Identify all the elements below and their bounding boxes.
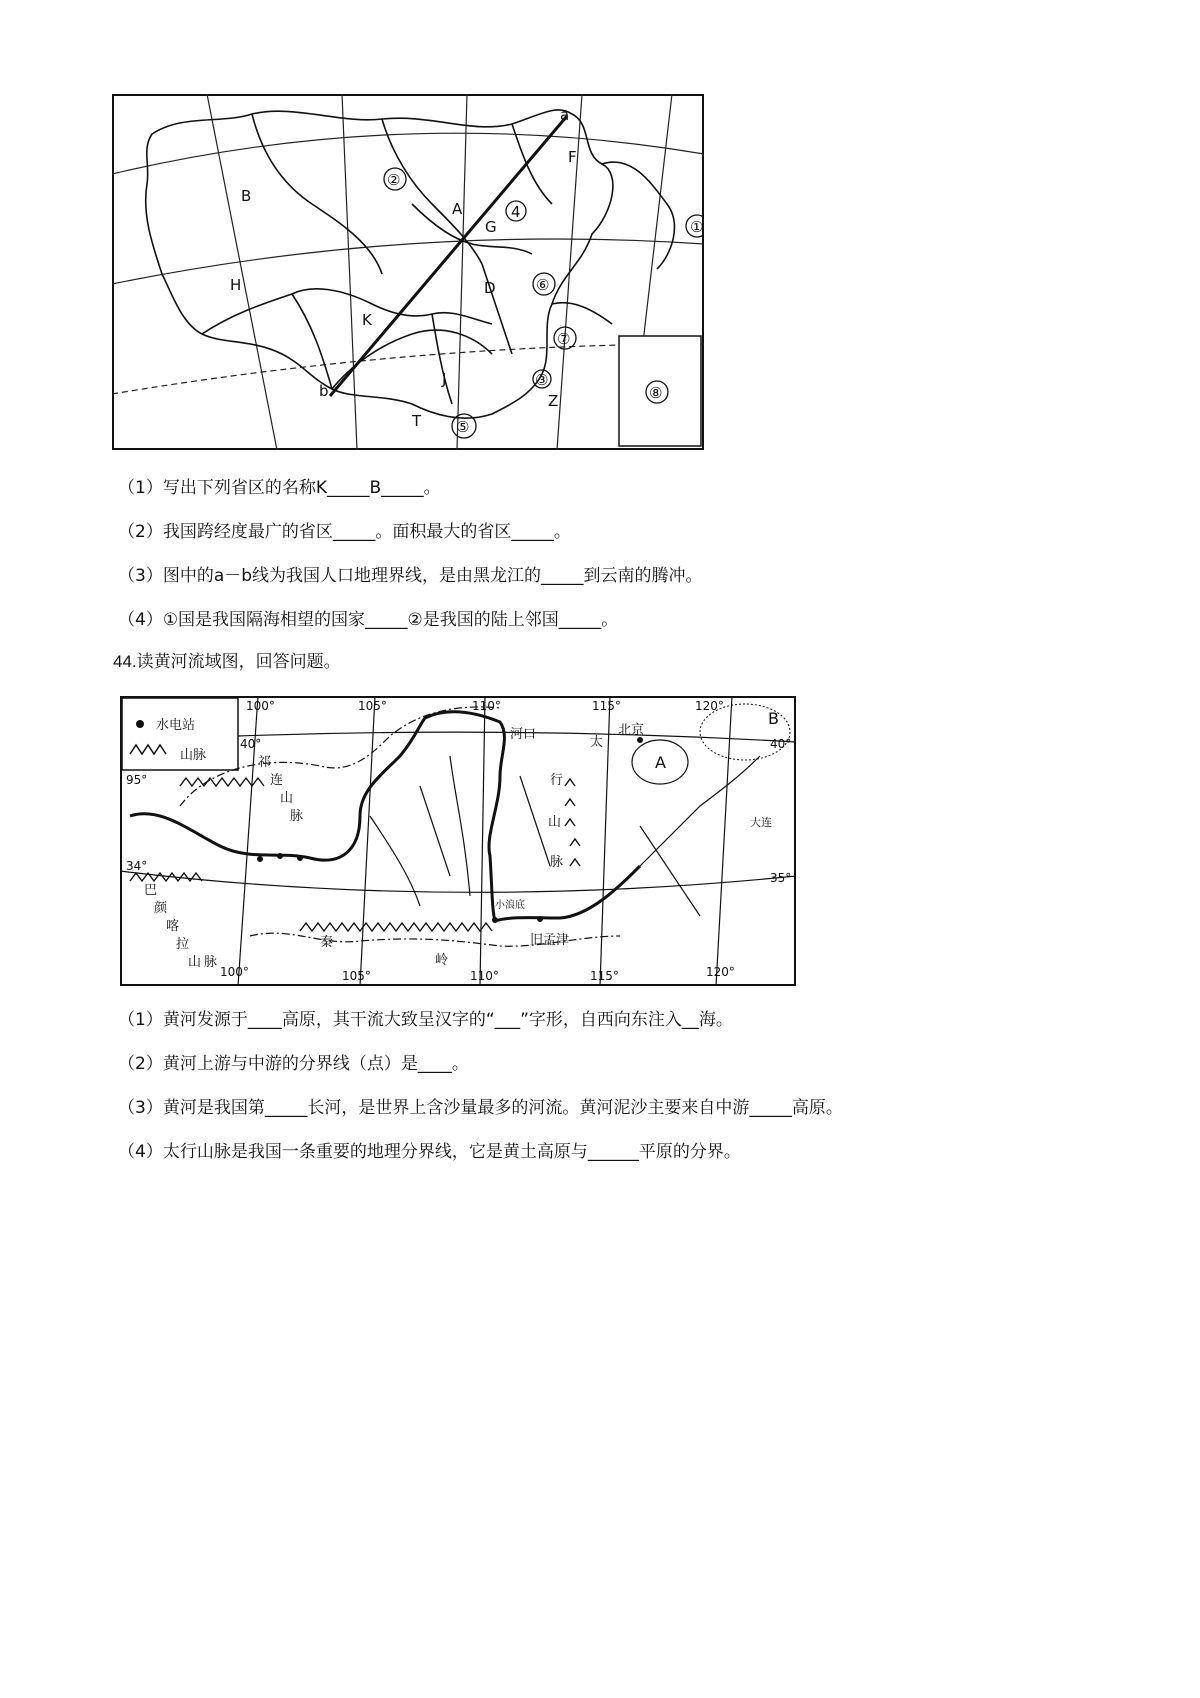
lat-40-left: 40°	[240, 737, 262, 751]
label-xiaolangdi: 小浪底	[495, 900, 525, 911]
lon-120-top: 120°	[695, 699, 724, 713]
label-la: 拉	[176, 937, 190, 952]
label-lian: 连	[270, 773, 284, 788]
label-J: J	[442, 370, 447, 388]
label-F: F	[568, 148, 577, 166]
label-Z: Z	[548, 392, 559, 410]
china-province-map-svg	[112, 94, 704, 450]
q44-part1: （1）黄河发源于____高原，其干流大致呈汉字的“___”字形，自西向东注入__海。	[118, 1010, 733, 1030]
label-mai: 脉	[550, 855, 564, 870]
yellow-river-map-svg	[120, 696, 796, 986]
q44-part4: （4）太行山脉是我国一条重要的地理分界线，它是黄土高原与______平原的分界。	[118, 1142, 741, 1162]
label-dalian: 大连	[750, 816, 772, 829]
label-ba: 巴	[144, 883, 158, 898]
q43-part3: （3）图中的a－b线为我国人口地理界线，是由黑龙江的_____到云南的腾冲。	[118, 566, 703, 586]
lon-105-bottom: 105°	[342, 969, 371, 983]
q43-part2: （2）我国跨经度最广的省区_____。面积最大的省区_____。	[118, 522, 571, 542]
label-c8: ⑧	[649, 384, 663, 402]
label-B: B	[768, 709, 779, 728]
label-c3: ③	[535, 371, 549, 389]
label-K: K	[362, 311, 372, 329]
label-T: T	[412, 412, 422, 430]
label-A: A	[655, 753, 666, 772]
q43-part1: （1）写出下列省区的名称K_____B_____。	[118, 478, 441, 498]
q44-heading	[113, 650, 341, 674]
label-qin: 秦	[320, 935, 334, 950]
lon-110-bottom: 110°	[470, 969, 499, 983]
legend-mountain: 山脉	[180, 748, 207, 763]
label-c6: ⑥	[536, 276, 550, 294]
label-c5: ⑤	[456, 418, 470, 436]
lon-115-bottom: 115°	[590, 969, 619, 983]
label-tai: 太	[590, 735, 604, 750]
label-qshan: 山	[280, 791, 294, 806]
lat-40-right: 40°	[770, 737, 792, 751]
q43-part4: （4）①国是我国隔海相望的国家_____②是我国的陆上邻国_____。	[118, 610, 619, 630]
station-symbol	[136, 720, 144, 728]
label-hekou: 河口	[510, 727, 537, 742]
label-bmai: 脉	[204, 955, 218, 970]
label-qi: 祁	[258, 755, 272, 770]
label-c7: ⑦	[557, 330, 571, 348]
lon-110-top: 110°	[472, 699, 501, 713]
question-text: 读黄河流域图，回答问题。	[136, 652, 341, 672]
label-D: D	[484, 279, 496, 297]
label-qmai: 脉	[290, 809, 304, 824]
label-jiumengjin: 旧孟津	[530, 933, 570, 948]
question-number: 44.	[113, 652, 137, 671]
lon-95: 95°	[126, 773, 148, 787]
label-c1: ①	[690, 218, 704, 236]
label-c4: 4	[511, 203, 521, 221]
lon-100-bottom: 100°	[220, 965, 249, 979]
label-b: b	[319, 382, 329, 400]
yellow-river-map	[120, 696, 796, 986]
china-province-map	[112, 94, 704, 450]
label-bshan: 山	[188, 955, 202, 970]
label-G: G	[485, 218, 497, 236]
lat-35-right: 35°	[770, 871, 792, 885]
label-H: H	[230, 276, 242, 294]
lat-34-left: 34°	[126, 859, 148, 873]
q44-part3: （3）黄河是我国第_____长河，是世界上含沙量最多的河流。黄河泥沙主要来自中游_____高原。	[118, 1098, 843, 1118]
lon-115-top: 115°	[592, 699, 621, 713]
label-ke: 喀	[166, 919, 180, 934]
label-a: a	[560, 106, 570, 124]
lon-100-top: 100°	[246, 699, 275, 713]
label-beijing: 北京	[618, 723, 645, 738]
label-hang: 行	[550, 773, 564, 788]
label-ling: 岭	[435, 953, 449, 968]
legend-station: 水电站	[156, 718, 196, 733]
q44-part2: （2）黄河上游与中游的分界线（点）是____。	[118, 1054, 469, 1074]
label-shan: 山	[548, 815, 562, 830]
label-A: A	[452, 200, 463, 218]
label-B: B	[241, 187, 252, 205]
label-c2: ②	[387, 171, 401, 189]
lon-105-top: 105°	[358, 699, 387, 713]
lon-120-bottom: 120°	[706, 965, 735, 979]
label-yan: 颜	[154, 901, 168, 916]
